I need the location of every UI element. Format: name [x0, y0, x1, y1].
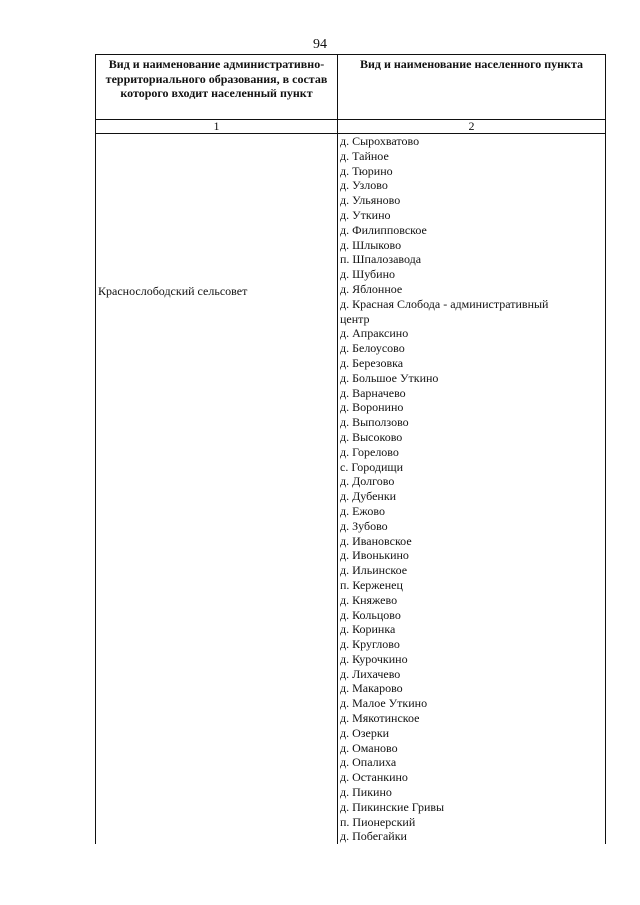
page-number: 94 — [313, 37, 327, 52]
list-item: д. Сырохватово — [340, 134, 420, 148]
list-item: д. Выползово — [340, 415, 409, 430]
list-item: д. Ивонькино — [340, 548, 409, 563]
list-item: д. Белоусово — [340, 341, 405, 356]
list-item: д. Красная Слобода - административный — [340, 296, 549, 311]
list-item: д. Зубово — [340, 518, 388, 533]
list-item: д. Останкино — [340, 770, 408, 785]
list-item: д. Кольцово — [340, 607, 401, 622]
list-item: д. Шлыково — [340, 237, 402, 252]
settlement-cell — [338, 134, 606, 845]
list-item: д. Высоково — [340, 429, 403, 444]
settlement-list — [338, 134, 605, 844]
list-item: д. Оманово — [340, 740, 398, 755]
list-item: д. Уткино — [340, 207, 391, 222]
list-item: п. Шпалозавода — [340, 252, 422, 267]
list-item: с. Городищи — [340, 459, 404, 474]
list-item: д. Шубино — [340, 267, 396, 282]
list-item: д. Ивановское — [340, 533, 412, 548]
settlements-table — [95, 54, 606, 844]
column-number-row — [96, 120, 606, 134]
list-item: д. Опалиха — [340, 755, 397, 770]
list-item: д. Лихачево — [340, 666, 401, 681]
column-number-2: 2 — [338, 120, 606, 134]
list-item: д. Воронино — [340, 400, 404, 415]
table-body-row — [96, 134, 606, 845]
list-item: д. Большое Уткино — [340, 370, 439, 385]
list-item: д. Долгово — [340, 474, 395, 489]
list-item: д. Коринка — [340, 622, 396, 637]
list-item: д. Малое Уткино — [340, 696, 428, 711]
list-item: д. Тюрино — [340, 163, 393, 178]
admin-unit-cell — [96, 134, 338, 845]
column-number-1: 1 — [96, 120, 338, 134]
list-item: д. Пикино — [340, 785, 392, 800]
list-item: д. Пикинские Гривы — [340, 799, 445, 814]
list-item: д. Ульяново — [340, 193, 401, 208]
list-item: д. Ильинское — [340, 563, 408, 578]
list-item: д. Мякотинское — [340, 711, 420, 726]
list-item: д. Варначево — [340, 385, 406, 400]
table-header-row — [96, 55, 606, 120]
list-item: д. Макарово — [340, 681, 403, 696]
list-item: д. Тайное — [340, 148, 389, 163]
list-item: д. Апраксино — [340, 326, 409, 341]
list-item: д. Курочкино — [340, 651, 408, 666]
header-admin-unit: Вид и наименование административно-территориального образования, в состав которого входит населенный пункт — [96, 55, 338, 120]
list-item: д. Узлово — [340, 178, 388, 193]
header-settlement: Вид и наименование населенного пункта — [338, 55, 606, 120]
list-item: д. Березовка — [340, 355, 404, 370]
list-item: д. Озерки — [340, 725, 390, 740]
list-item: д. Дубенки — [340, 489, 397, 504]
list-item: д. Круглово — [340, 637, 400, 652]
list-item: д. Побегайки — [340, 829, 407, 844]
list-item: д. Филипповское — [340, 222, 427, 237]
list-item: п. Пионерский — [340, 814, 416, 829]
district-name: Краснослободский сельсовет — [98, 284, 248, 298]
list-item: п. Керженец — [340, 577, 403, 592]
list-item: д. Ежово — [340, 503, 386, 518]
list-item: д. Яблонное — [340, 281, 403, 296]
list-item: д. Княжево — [340, 592, 398, 607]
list-item: д. Горелово — [340, 444, 399, 459]
list-item: центр — [340, 311, 370, 326]
